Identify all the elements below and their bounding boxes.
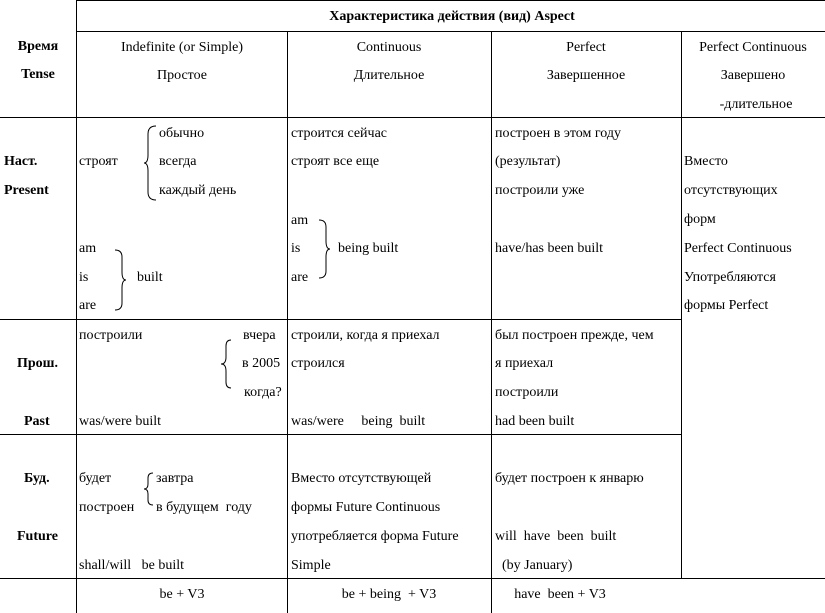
future-perfect-line: (by January) (495, 558, 573, 573)
present-perfect-line: построили уже (495, 183, 585, 198)
present-continuous-line: строится сейчас (291, 126, 387, 141)
formula-perfect: have been + V3 (514, 587, 606, 602)
present-continuous-aux: are (291, 270, 309, 285)
present-continuous-participle: being built (338, 241, 399, 256)
past-perfect-line: я приехал (495, 356, 554, 371)
perfect-header-en: Perfect (566, 40, 606, 55)
present-adverb: обычно (159, 126, 205, 141)
perfect-continuous-header-ru2: -длительное (719, 97, 793, 112)
past-adverb: в 2005 (242, 356, 281, 371)
perfect-continuous-note-line: форм (684, 212, 716, 227)
past-indefinite-verb: построили (79, 328, 143, 343)
present-label-en: Present (4, 183, 49, 198)
perfect-continuous-note-line: Perfect Continuous (684, 241, 792, 256)
present-bottom-line (0, 319, 682, 320)
future-perfect-line: will have been built (495, 529, 617, 544)
future-indefinite-line: будет (79, 471, 112, 486)
formula-indefinite: be + V3 (159, 587, 205, 602)
future-indefinite-line: построен (79, 500, 135, 515)
perfect-continuous-header-ru1: Завершено (720, 68, 786, 83)
future-continuous-line: формы Future Continuous (291, 500, 441, 515)
header-bottom-line (0, 117, 825, 118)
past-perfect-line: был построен прежде, чем (495, 328, 654, 343)
continuous-header-en: Continuous (356, 40, 422, 55)
past-indefinite-passive: was/were built (79, 414, 162, 429)
present-indefinite-participle: built (137, 270, 163, 285)
past-label-en: Past (24, 414, 50, 429)
past-adverb: вчера (243, 328, 276, 343)
past-continuous-line: строился (291, 356, 345, 371)
future-label-ru: Буд. (24, 471, 50, 486)
perfect-continuous-note-line: формы Perfect (684, 298, 769, 313)
formula-continuous: be + being + V3 (341, 587, 437, 602)
present-indefinite-aux: are (79, 298, 97, 313)
perfect-continuous-header-en: Perfect Continuous (699, 40, 807, 55)
past-perfect-line: построили (495, 385, 559, 400)
perfect-continuous-note-line: Употребляются (684, 270, 776, 285)
present-continuous-aux-brace (317, 218, 331, 280)
present-continuous-line: строят все еще (291, 154, 380, 169)
past-perfect-passive: had been built (495, 414, 575, 429)
present-indefinite-aux-brace (113, 248, 127, 312)
col-line-indefinite (287, 31, 288, 613)
col-line-perfect (681, 31, 682, 579)
past-continuous-passive: was/were being built (291, 414, 426, 429)
future-continuous-line: употребляется форма Future (291, 529, 459, 544)
past-adverb-brace (219, 338, 233, 390)
present-continuous-aux: is (291, 241, 301, 256)
future-adverb: в будущем году (156, 500, 252, 515)
time-label-en: Tense (21, 67, 55, 82)
future-adverb-brace (143, 472, 155, 506)
present-indefinite-aux: am (79, 241, 97, 256)
present-adverb: каждый день (159, 183, 237, 198)
present-perfect-line: построен в этом году (495, 126, 621, 141)
future-perfect-line: будет построен к январю (495, 471, 644, 486)
future-continuous-line: Simple (291, 558, 331, 573)
present-indefinite-aux: is (79, 270, 89, 285)
col-line-continuous (491, 31, 492, 613)
present-indefinite-verb: строят (79, 154, 118, 169)
perfect-header-ru: Завершенное (546, 68, 626, 83)
future-indefinite-passive: shall/will be built (79, 558, 184, 573)
past-continuous-line: строили, когда я приехал (291, 328, 440, 343)
past-bottom-line (0, 434, 682, 435)
future-label-en: Future (17, 529, 58, 544)
past-label-ru: Прош. (17, 356, 58, 371)
present-label-ru: Наст. (4, 154, 38, 169)
perfect-continuous-note-line: Вместо (684, 154, 728, 169)
continuous-header-ru: Длительное (353, 68, 425, 83)
present-continuous-aux: am (291, 213, 309, 228)
indefinite-header-ru: Простое (157, 68, 207, 83)
present-perfect-line: (результат) (495, 154, 561, 169)
aspect-title-divider (76, 31, 825, 32)
future-bottom-line (0, 578, 825, 579)
present-perfect-passive: have/has been built (495, 241, 604, 256)
present-adverb-brace (144, 124, 158, 202)
aspect-title: Характеристика действия (вид) Aspect (329, 9, 575, 24)
present-adverb: всегда (159, 154, 197, 169)
future-adverb: завтра (156, 471, 194, 486)
table-border-top (76, 0, 825, 1)
perfect-continuous-note-line: отсутствующих (684, 183, 778, 198)
time-label-ru: Время (17, 39, 59, 54)
indefinite-header-en: Indefinite (or Simple) (120, 40, 244, 55)
past-adverb: когда? (244, 385, 282, 400)
future-continuous-line: Вместо отсутствующей (291, 471, 432, 486)
col-line-time (76, 0, 77, 613)
